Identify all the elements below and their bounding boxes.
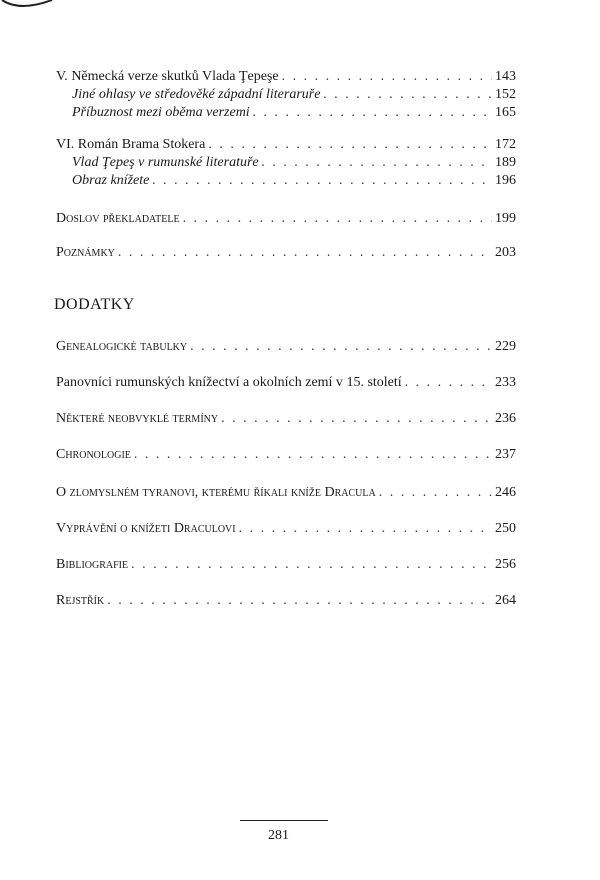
toc-entry-page: 143 <box>495 69 516 84</box>
toc-entry-title: Jiné ohlasy ve středověké západní literaruře <box>72 87 321 102</box>
toc-entry-page: 250 <box>495 521 516 536</box>
toc-entry-page: 196 <box>495 173 516 188</box>
toc-entry-rulers[interactable] <box>56 374 516 391</box>
toc-entry-subsection[interactable] <box>72 154 516 171</box>
toc-entry-title: Panovníci rumunských knížectví a okolních zemí v 15. století <box>56 375 402 390</box>
toc-entry-title: O zlomyslném tyranovi, kterému říkali kníže Dracula <box>56 485 376 500</box>
toc-entry-title: Rejstřík <box>56 593 105 608</box>
toc-entry-title: Příbuznost mezi oběma verzemi <box>72 105 250 120</box>
toc-entry-subsection[interactable] <box>72 172 516 189</box>
toc-entry-index[interactable] <box>56 592 516 609</box>
toc-entry-page: 203 <box>495 245 516 260</box>
appendix-heading: DODATKY <box>54 296 135 313</box>
leader-dots <box>190 338 492 355</box>
toc-entry-chronology[interactable] <box>56 446 516 463</box>
leader-dots <box>208 136 492 153</box>
leader-dots <box>131 556 492 573</box>
toc-entry-title: VI. Román Brama Stokera <box>56 137 206 152</box>
leader-dots <box>379 484 492 501</box>
page-number: 281 <box>268 828 289 843</box>
leader-dots <box>107 592 492 609</box>
toc-entry-page: 256 <box>495 557 516 572</box>
toc-entry-page: 189 <box>495 155 516 170</box>
toc-entry-page: 246 <box>495 485 516 500</box>
toc-entry-title: Doslov překladatele <box>56 211 180 226</box>
leader-dots <box>134 446 492 463</box>
toc-entry-tyrant[interactable] <box>56 484 516 501</box>
toc-entry-page: 152 <box>495 87 516 102</box>
toc-entry-tale[interactable] <box>56 520 516 537</box>
toc-entry-chapter-6[interactable] <box>56 136 516 153</box>
toc-entry-title: Bibliografie <box>56 557 129 572</box>
toc-entry-title: Poznámky <box>56 245 115 260</box>
toc-entry-title: Obraz knížete <box>72 173 150 188</box>
leader-dots <box>262 154 492 171</box>
leader-dots <box>221 410 492 427</box>
toc-entry-chapter-5[interactable] <box>56 68 516 85</box>
toc-entry-page: 172 <box>495 137 516 152</box>
toc-entry-afterword[interactable] <box>56 210 516 227</box>
toc-entry-page: 199 <box>495 211 516 226</box>
leader-dots <box>253 104 492 121</box>
toc-entry-page: 229 <box>495 339 516 354</box>
toc-entry-page: 264 <box>495 593 516 608</box>
toc-entry-subsection[interactable] <box>72 104 516 121</box>
scan-corner-mark <box>0 0 60 12</box>
toc-entry-page: 236 <box>495 411 516 426</box>
toc-entry-subsection[interactable] <box>72 86 516 103</box>
toc-entry-page: 165 <box>495 105 516 120</box>
toc-entry-title: Genealogické tabulky <box>56 339 188 354</box>
leader-dots <box>323 86 492 103</box>
leader-dots <box>405 374 492 391</box>
leader-dots <box>183 210 492 227</box>
footer-rule <box>240 820 328 821</box>
toc-entry-notes[interactable] <box>56 244 516 261</box>
toc-entry-page: 233 <box>495 375 516 390</box>
leader-dots <box>239 520 492 537</box>
leader-dots <box>118 244 492 261</box>
leader-dots <box>282 68 492 85</box>
toc-entry-title: Některé neobvyklé termíny <box>56 411 219 426</box>
toc-entry-title: V. Německá verze skutků Vlada Ţepeşe <box>56 69 279 84</box>
toc-entry-title: Vlad Ţepeş v rumunské literatuře <box>72 155 259 170</box>
toc-entry-terms[interactable] <box>56 410 516 427</box>
toc-entry-page: 237 <box>495 447 516 462</box>
toc-entry-title: Chronologie <box>56 447 131 462</box>
leader-dots <box>152 172 492 189</box>
toc-entry-bibliography[interactable] <box>56 556 516 573</box>
toc-entry-title: Vyprávění o knížeti Draculovi <box>56 521 236 536</box>
toc-entry-genealogy[interactable] <box>56 338 516 355</box>
